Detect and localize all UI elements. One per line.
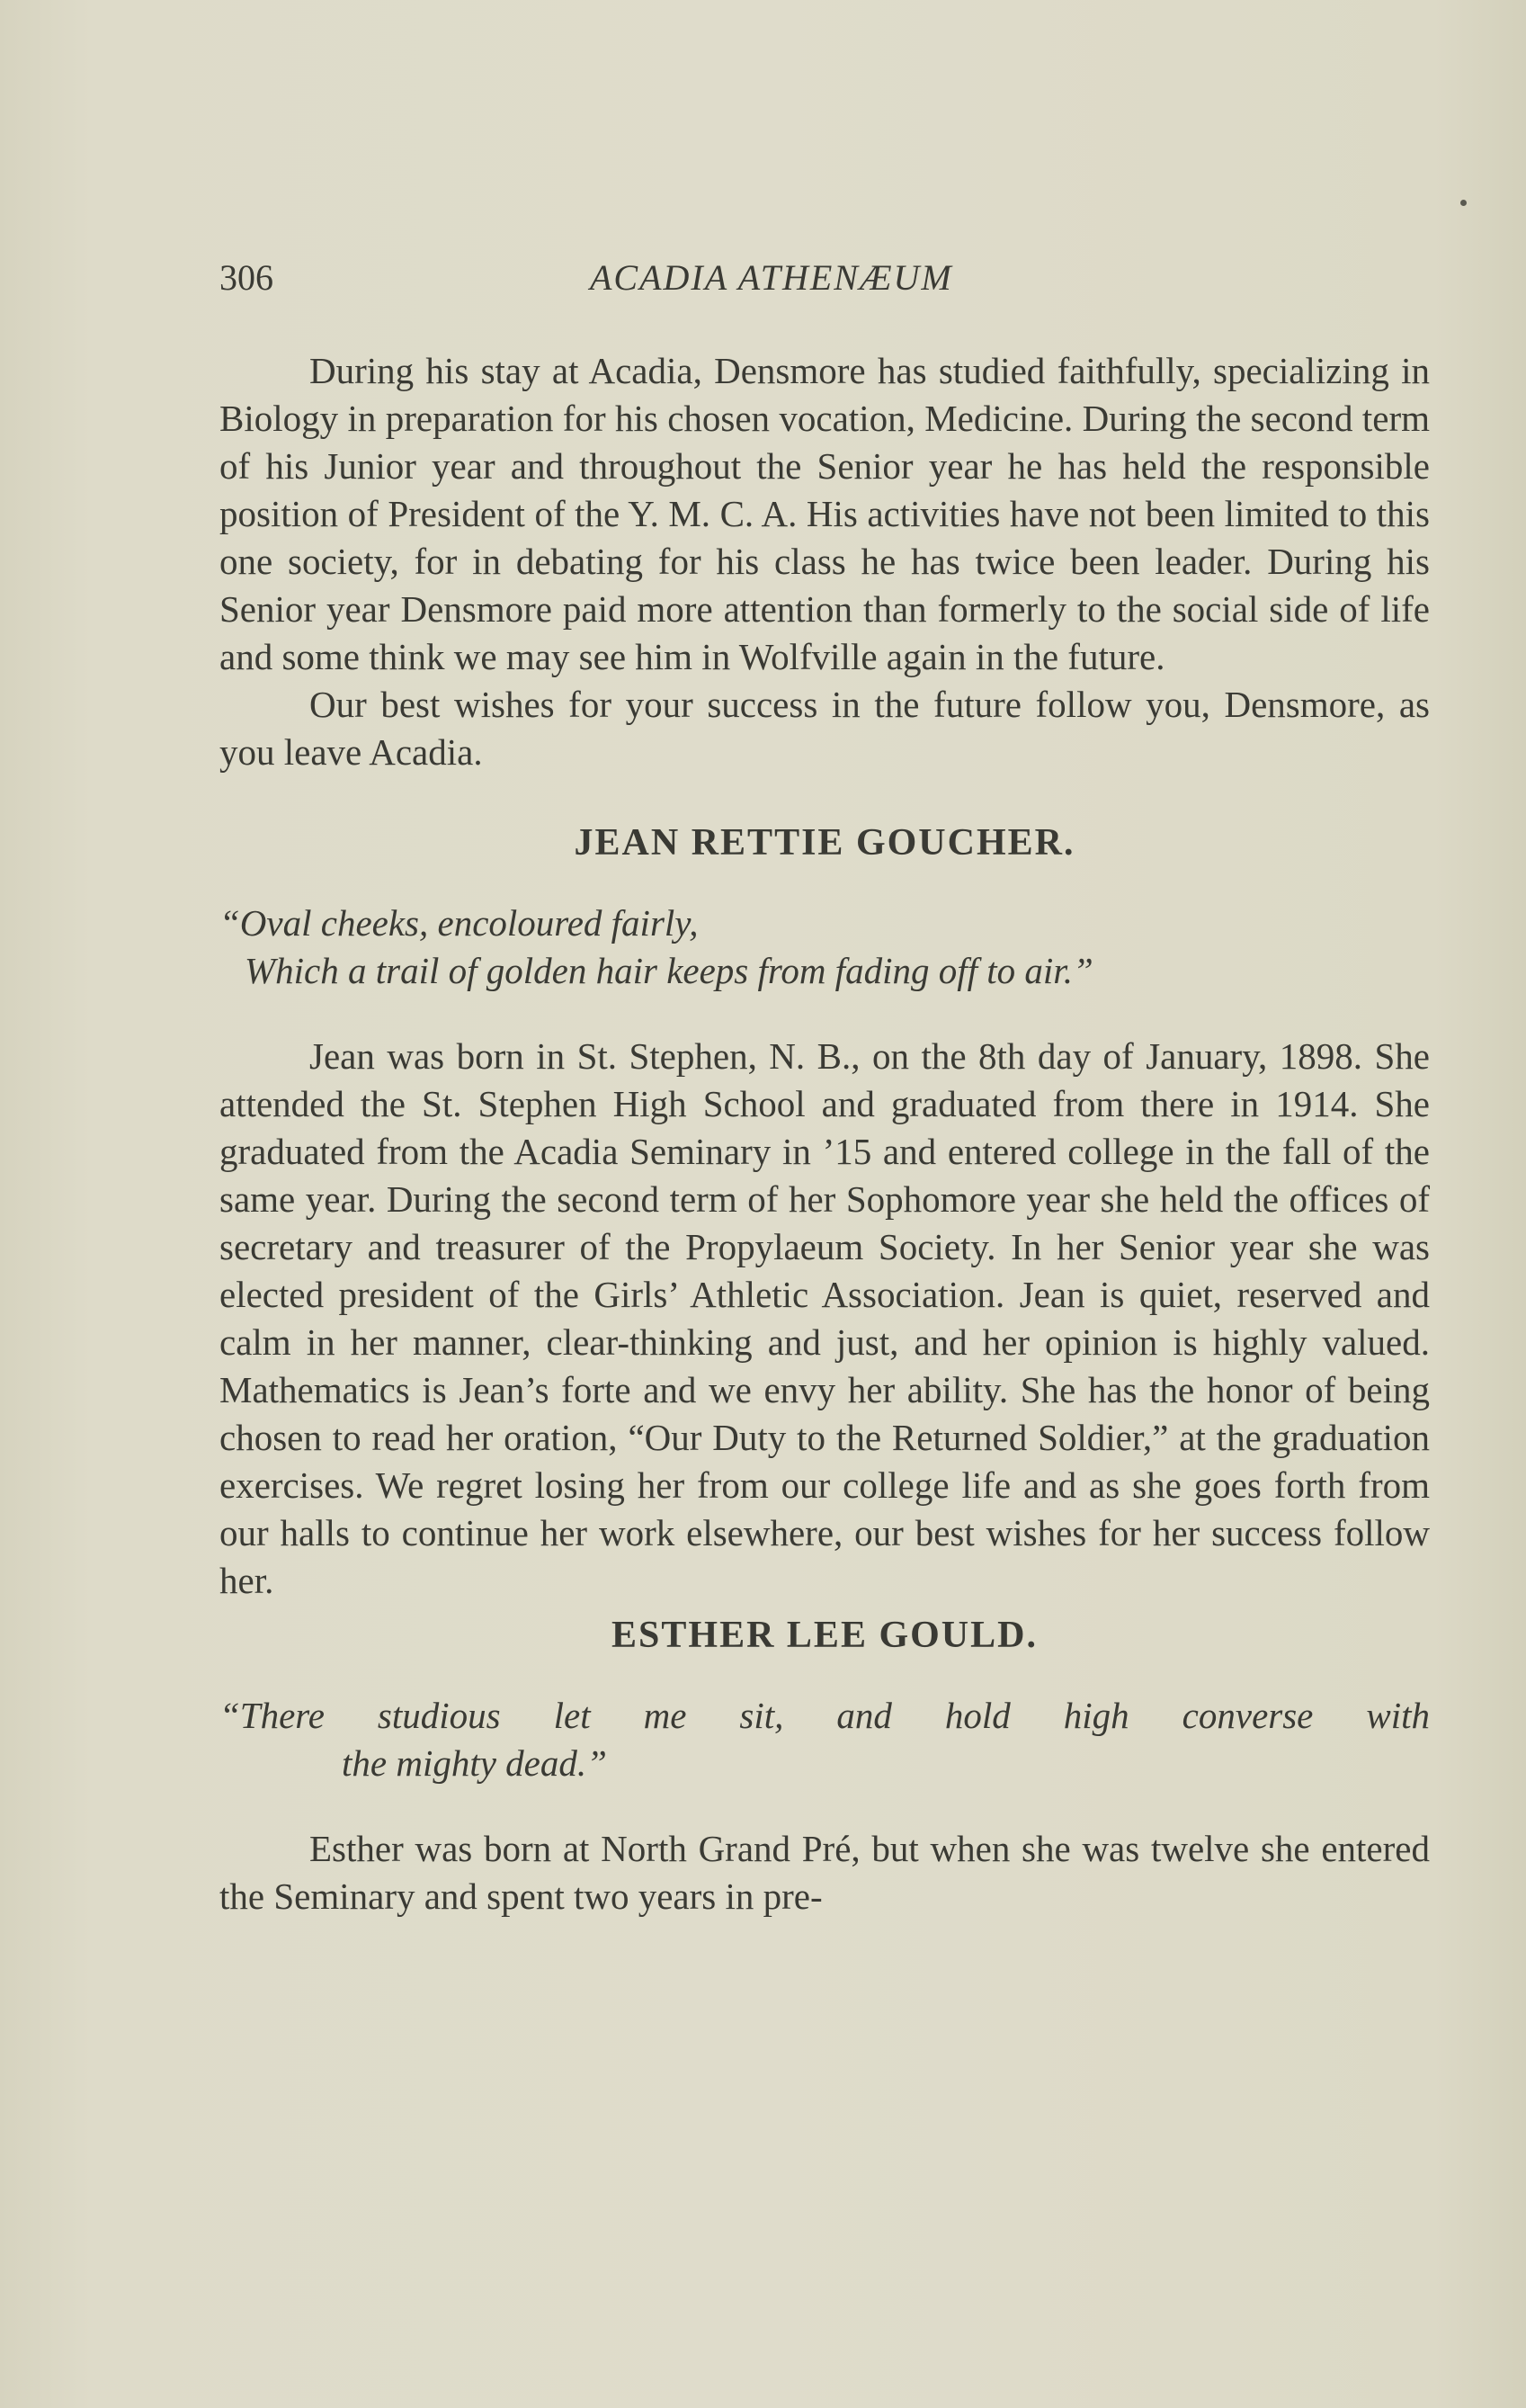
goucher-heading: JEAN RETTIE GOUCHER. [574, 822, 1075, 864]
goucher-epigraph-line-2: Which a trail of golden hair keeps from fading off to air.” [245, 950, 1093, 991]
goucher-epigraph-line-1: “Oval cheeks, encoloured fairly, [219, 902, 699, 944]
gould-paragraph: Esther was born at North Grand Pré, but when she was twelve she entered the Seminary and spent two years in pre- [219, 1828, 1430, 1917]
journal-title: ACADIA ATHENÆUM [590, 257, 953, 298]
goucher-epigraph [219, 900, 1430, 995]
gould-epigraph-line-2: the mighty dead.” [342, 1742, 607, 1784]
page-number: 306 [219, 257, 273, 298]
densmore-paragraph-1: During his stay at Acadia, Densmore has studied faithfully, specializing in Biology in preparation for his chosen vocation, Medicine. During the second term of his Junior year and throughout the Senior year he has held the responsible position of President of the Y. M. C. A. His activities have not been limited to this one society, for in debating for his class he has twice been leader. During his Senior year Densmore paid more attention than formerly to the social side of life and some think we may see him in Wolfville again in the future. [219, 350, 1430, 677]
ink-speck [1460, 200, 1467, 206]
main-text [219, 347, 1430, 1920]
gould-epigraph-line-1: “There studious let me sit, and hold high converse with [219, 1695, 1430, 1736]
densmore-paragraph-2: Our best wishes for your success in the future follow you, Densmore, as you leave Acadia. [219, 684, 1430, 773]
gould-heading: ESTHER LEE GOULD. [611, 1615, 1038, 1656]
running-head [219, 256, 1433, 301]
goucher-paragraph: Jean was born in St. Stephen, N. B., on the 8th day of January, 1898. She attended the St. Stephen High School and graduated from there in 1914. She graduated from the Acadia Seminary in ’15 and entered college in the fall of the same year. During the second term of her Sophomore year she held the offices of secretary and treasurer of the Propylaeum Society. In her Senior year she was elected president of the Girls’ Athletic Association. Jean is quiet, reserved and calm in her manner, clear-thinking and just, and her opinion is highly valued. Mathematics is Jean’s forte and we envy her ability. She has the honor of being chosen to read her oration, “Our Duty to the Returned Soldier,” at the graduation exercises. We regret losing her from our college life and as she goes forth from our halls to continue her work elsewhere, our best wishes for her success follow her. [219, 1035, 1430, 1601]
gould-epigraph [219, 1692, 1430, 1787]
